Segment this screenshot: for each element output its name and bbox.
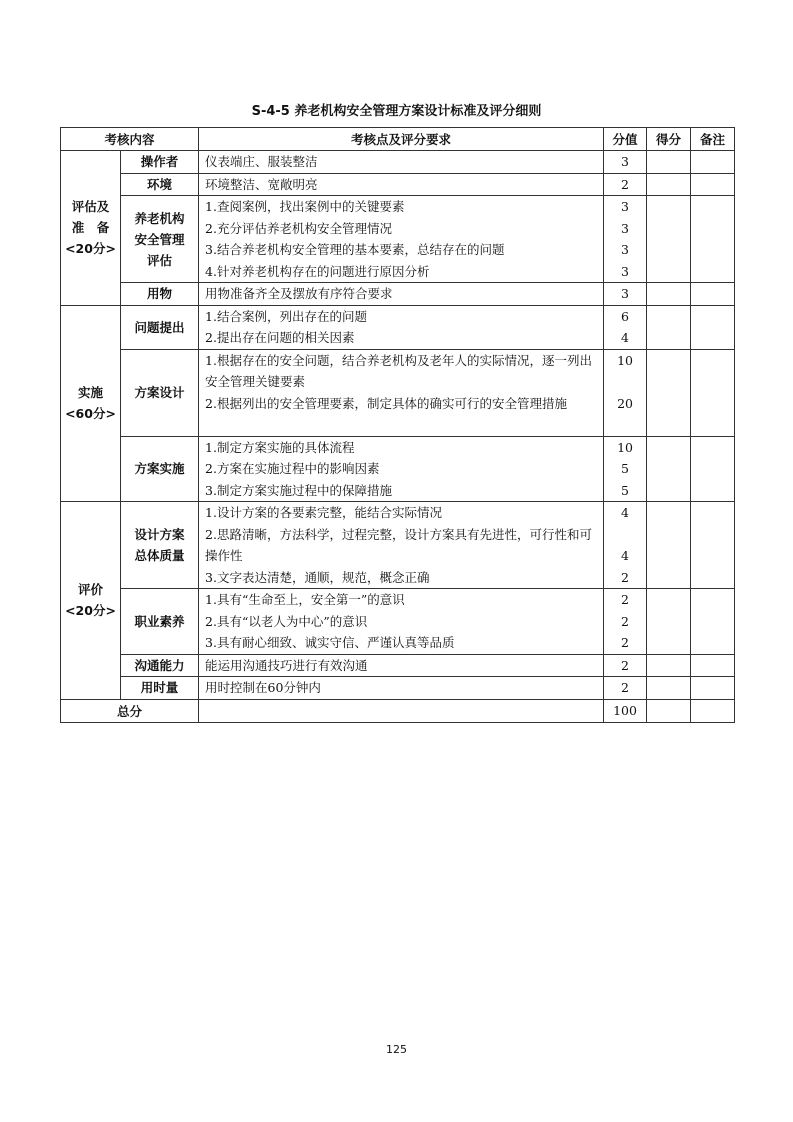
- note-cell[interactable]: [691, 151, 735, 174]
- score-cell[interactable]: [647, 436, 691, 502]
- requirements: 用物准备齐全及摆放有序符合要求: [199, 283, 604, 306]
- table-row: [61, 654, 735, 677]
- values: 3: [604, 283, 647, 306]
- category-assessment-prep: 评估及 准 备 <20分>: [61, 151, 121, 306]
- requirements: 仪表端庄、服装整洁: [199, 151, 604, 174]
- sub-operator: 操作者: [121, 151, 199, 174]
- score-cell[interactable]: [647, 305, 691, 349]
- table-row: [61, 151, 735, 174]
- table-row: [61, 589, 735, 655]
- values: 4 4 2: [604, 502, 647, 589]
- table-row: [61, 283, 735, 306]
- total-value: 100: [604, 699, 647, 722]
- values: 3: [604, 151, 647, 174]
- header-got: 得分: [647, 128, 691, 151]
- note-cell[interactable]: [691, 173, 735, 196]
- score-cell[interactable]: [647, 502, 691, 589]
- note-cell[interactable]: [691, 305, 735, 349]
- sub-plan-design: 方案设计: [121, 349, 199, 436]
- note-cell[interactable]: [691, 349, 735, 436]
- requirements: 用时控制在60分钟内: [199, 677, 604, 700]
- requirements: 1.设计方案的各要素完整，能结合实际情况 2.思路清晰，方法科学，过程完整，设计方案具有先进性，可行性和可操作性 3.文字表达清楚，通顺，规范，概念正确: [199, 502, 604, 589]
- sub-supplies: 用物: [121, 283, 199, 306]
- values: 2: [604, 654, 647, 677]
- category-implementation: 实施 <60分>: [61, 305, 121, 502]
- score-cell[interactable]: [647, 283, 691, 306]
- sub-professionalism: 职业素养: [121, 589, 199, 655]
- header-content: 考核内容: [61, 128, 199, 151]
- note-cell[interactable]: [691, 196, 735, 283]
- sub-time-used: 用时量: [121, 677, 199, 700]
- table-row: [61, 677, 735, 700]
- page-number: 125: [386, 1043, 407, 1056]
- values: 10 5 5: [604, 436, 647, 502]
- score-cell[interactable]: [647, 589, 691, 655]
- requirements: 1.具有“生命至上，安全第一”的意识 2.具有“以老人为中心”的意识 3.具有耐心细致、诚实守信、严谨认真等品质: [199, 589, 604, 655]
- sub-communication: 沟通能力: [121, 654, 199, 677]
- requirements: 1.制定方案实施的具体流程 2.方案在实施过程中的影响因素 3.制定方案实施过程中的保障措施: [199, 436, 604, 502]
- note-cell[interactable]: [691, 654, 735, 677]
- total-row: [61, 699, 735, 722]
- score-cell[interactable]: [647, 677, 691, 700]
- total-score-cell[interactable]: [647, 699, 691, 722]
- values: 2: [604, 173, 647, 196]
- table-header-row: [61, 128, 735, 151]
- values: 10 20: [604, 349, 647, 436]
- total-label: 总分: [61, 699, 199, 722]
- category-evaluation: 评价 <20分>: [61, 502, 121, 700]
- sub-environment: 环境: [121, 173, 199, 196]
- table-row: [61, 502, 735, 589]
- note-cell[interactable]: [691, 436, 735, 502]
- table-row: [61, 173, 735, 196]
- note-cell[interactable]: [691, 677, 735, 700]
- values: 3 3 3 3: [604, 196, 647, 283]
- header-points: 考核点及评分要求: [199, 128, 604, 151]
- table-row: [61, 349, 735, 436]
- table-row: [61, 436, 735, 502]
- values: 2: [604, 677, 647, 700]
- requirements: 1.根据存在的安全问题，结合养老机构及老年人的实际情况，逐一列出安全管理关键要素 2.根据列出的安全管理要素，制定具体的确实可行的安全管理措施: [199, 349, 604, 436]
- table-row: [61, 305, 735, 349]
- document-title: S-4-5 养老机构安全管理方案设计标准及评分细则: [251, 104, 542, 119]
- requirements: 环境整洁、宽敞明亮: [199, 173, 604, 196]
- header-note: 备注: [691, 128, 735, 151]
- note-cell[interactable]: [691, 502, 735, 589]
- values: 6 4: [604, 305, 647, 349]
- header-score: 分值: [604, 128, 647, 151]
- sub-plan-implementation: 方案实施: [121, 436, 199, 502]
- requirements: 能运用沟通技巧进行有效沟通: [199, 654, 604, 677]
- score-cell[interactable]: [647, 173, 691, 196]
- total-note-cell[interactable]: [691, 699, 735, 722]
- requirements: 1.结合案例，列出存在的问题 2.提出存在问题的相关因素: [199, 305, 604, 349]
- total-points-empty: [199, 699, 604, 722]
- score-cell[interactable]: [647, 196, 691, 283]
- note-cell[interactable]: [691, 589, 735, 655]
- table-row: [61, 196, 735, 283]
- requirements: 1.查阅案例，找出案例中的关键要素 2.充分评估养老机构安全管理情况 3.结合养老机构安全管理的基本要素，总结存在的问题 4.针对养老机构存在的问题进行原因分析: [199, 196, 604, 283]
- score-cell[interactable]: [647, 349, 691, 436]
- sub-overall-quality: 设计方案 总体质量: [121, 502, 199, 589]
- sub-problem-raising: 问题提出: [121, 305, 199, 349]
- values: 2 2 2: [604, 589, 647, 655]
- note-cell[interactable]: [691, 283, 735, 306]
- sub-safety-assessment: 养老机构 安全管理 评估: [121, 196, 199, 283]
- scoring-table: [60, 127, 735, 723]
- score-cell[interactable]: [647, 654, 691, 677]
- score-cell[interactable]: [647, 151, 691, 174]
